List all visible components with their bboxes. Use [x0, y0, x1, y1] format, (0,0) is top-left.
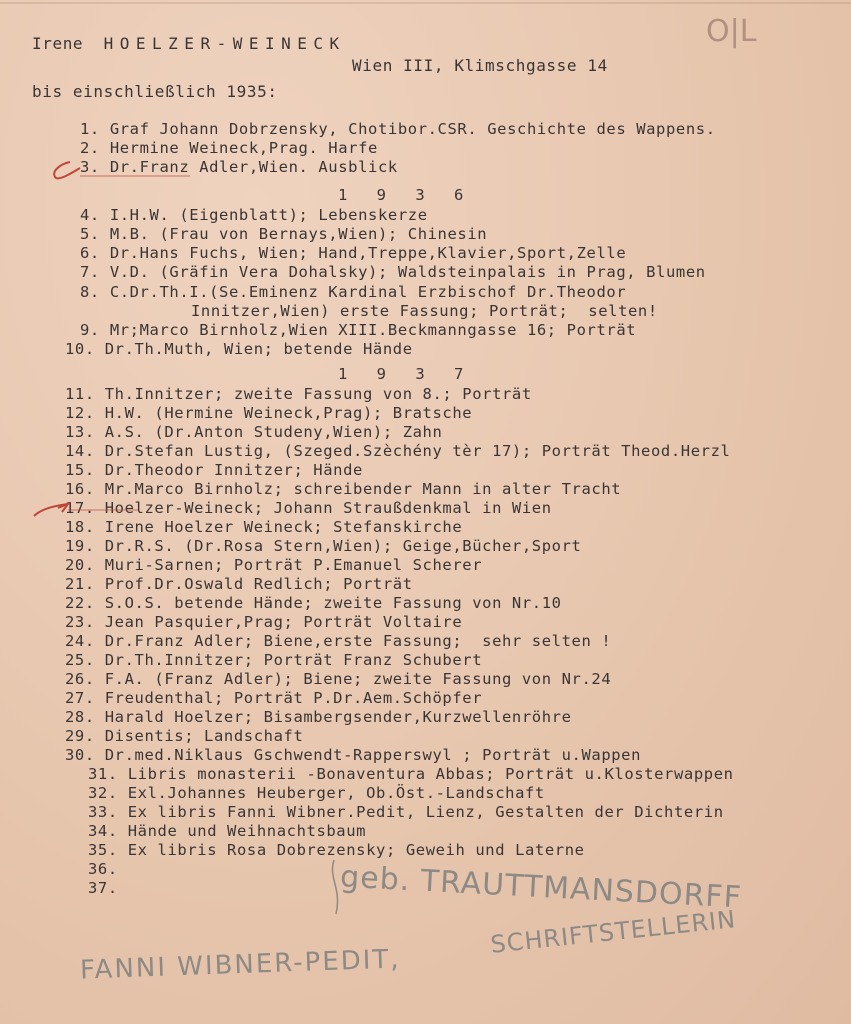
entry-text: Libris monasterii -Bonaventura Abbas; Porträt u.Klosterwappen	[127, 765, 734, 783]
entry-number: 1.	[80, 120, 100, 138]
entry-number: 13.	[65, 423, 95, 441]
entry-number: 34.	[88, 822, 118, 840]
entry-text: Dr.Stefan Lustig, (Szeged.Szèchény tèr 17); Porträt Theod.Herzl	[104, 442, 731, 460]
list-item	[65, 480, 621, 498]
list-item	[65, 613, 462, 631]
entry-number: 5.	[80, 225, 100, 243]
entry-number: 16.	[65, 480, 95, 498]
entry-text: S.O.S. betende Hände; zweite Fassung von Nr.10	[104, 594, 562, 612]
entry-number: 25.	[65, 651, 95, 669]
entry-text: Dr.Hans Fuchs, Wien; Hand,Treppe,Klavier,Sport,Zelle	[109, 244, 627, 262]
entry-number: 37.	[88, 879, 118, 897]
list-item	[80, 120, 716, 138]
entry-text: C.Dr.Th.I.(Se.Eminenz Kardinal Erzbischof Dr.Theodor	[109, 283, 627, 301]
entry-text: Prof.Dr.Oswald Redlich; Porträt	[104, 575, 413, 593]
entry-text: Jean Pasquier,Prag; Porträt Voltaire	[104, 613, 463, 631]
list-item	[65, 404, 472, 422]
entry-number: 31.	[88, 765, 118, 783]
entry-number: 30.	[65, 746, 95, 764]
entry-text: A.S. (Dr.Anton Studeny,Wien); Zahn	[104, 423, 443, 441]
list-item	[88, 879, 128, 897]
list-item	[65, 746, 641, 764]
entry-number: 32.	[88, 784, 118, 802]
entry-text: Exl.Johannes Heuberger, Ob.Öst.-Landschaft	[127, 784, 545, 802]
entry-text: Dr.Franz Adler,Wien. Ausblick	[109, 158, 398, 176]
pencil-note-trauttmansdorff: geb. TRAUTTMANSDORFF	[339, 859, 743, 916]
entry-number: 9.	[80, 321, 100, 339]
entry-text: Harald Hoelzer; Bisambergsender,Kurzwellenröhre	[104, 708, 572, 726]
list-item	[65, 556, 482, 574]
entry-number: 17.	[65, 499, 95, 517]
paper-edge	[0, 2, 851, 4]
author-name: HOELZER-WEINECK	[103, 34, 346, 53]
entry-number: 19.	[65, 537, 95, 555]
entry-text: H.W. (Hermine Weineck,Prag); Bratsche	[104, 404, 473, 422]
list-item	[191, 302, 658, 320]
entry-text: Dr.Th.Muth, Wien; betende Hände	[104, 340, 413, 358]
entry-number: 35.	[88, 841, 118, 859]
list-item	[65, 461, 363, 479]
entry-text: M.B. (Frau von Bernays,Wien); Chinesin	[109, 225, 488, 243]
entry-text: F.A. (Franz Adler); Biene; zweite Fassung von Nr.24	[104, 670, 612, 688]
entry-text: Dr.med.Niklaus Gschwendt-Rapperswyl ; Porträt u.Wappen	[104, 746, 642, 764]
entry-text: Dr.Theodor Innitzer; Hände	[104, 461, 363, 479]
list-item	[80, 321, 636, 339]
entry-text: Hoelzer-Weineck; Johann Straußdenkmal in Wien	[104, 499, 552, 517]
list-item	[80, 225, 487, 243]
entry-number: 14.	[65, 442, 95, 460]
list-item	[65, 423, 442, 441]
entry-text: Dr.Th.Innitzer; Porträt Franz Schubert	[104, 651, 483, 669]
entry-number: 4.	[80, 206, 100, 224]
entry-number: 26.	[65, 670, 95, 688]
entry-text: Hermine Weineck,Prag. Harfe	[109, 139, 378, 157]
corner-note: O|L	[706, 14, 757, 49]
list-item	[80, 263, 706, 281]
entry-text: Graf Johann Dobrzensky, Chotibor.CSR. Geschichte des Wappens.	[109, 120, 716, 138]
entry-number: 24.	[65, 632, 95, 650]
entry-number: 15.	[65, 461, 95, 479]
list-item	[65, 651, 482, 669]
entry-number: 29.	[65, 727, 95, 745]
pencil-note-fanni: FANNI WIBNER-PEDIT,	[79, 944, 402, 986]
list-item	[88, 803, 724, 821]
list-item	[88, 784, 545, 802]
list-item	[65, 594, 562, 612]
name-prefix: Irene	[32, 34, 84, 53]
entry-number: 33.	[88, 803, 118, 821]
entry-number: 36.	[88, 860, 118, 878]
entry-text: Freudenthal; Porträt P.Dr.Aem.Schöpfer	[104, 689, 483, 707]
year-heading-1936: 1 9 3 6	[338, 186, 474, 204]
entry-number: 22.	[65, 594, 95, 612]
entry-number: 12.	[65, 404, 95, 422]
list-item	[65, 632, 611, 650]
entry-text: I.H.W. (Eigenblatt); Lebenskerze	[109, 206, 428, 224]
list-item	[80, 244, 626, 262]
list-item	[88, 822, 366, 840]
entry-text: Irene Hoelzer Weineck; Stefanskirche	[104, 518, 463, 536]
list-item	[65, 575, 413, 593]
list-item	[65, 689, 482, 707]
pencil-note-schriftstellerin: SCHRIFTSTELLERIN	[489, 905, 738, 959]
entry-number: 7.	[80, 263, 100, 281]
entry-text: Dr.Franz Adler; Biene,erste Fassung; sehr selten !	[104, 632, 612, 650]
list-item	[88, 765, 734, 783]
list-item	[65, 442, 730, 460]
entry-text: V.D. (Gräfin Vera Dohalsky); Waldsteinpalais in Prag, Blumen	[109, 263, 706, 281]
entry-text: Mr;Marco Birnholz,Wien XIII.Beckmanngasse 16; Porträt	[109, 321, 637, 339]
entry-number: 2.	[80, 139, 100, 157]
entry-number: 8.	[80, 283, 100, 301]
list-item	[65, 340, 413, 358]
intro-line: bis einschließlich 1935:	[32, 82, 278, 101]
entry-number: 28.	[65, 708, 95, 726]
list-item	[65, 385, 532, 403]
entry-number: 6.	[80, 244, 100, 262]
entry-number: 18.	[65, 518, 95, 536]
entry-number: 20.	[65, 556, 95, 574]
red-check-mark-17	[28, 496, 148, 526]
entry-number: 10.	[65, 340, 95, 358]
entry-text: Mr.Marco Birnholz; schreibender Mann in alter Tracht	[104, 480, 622, 498]
entry-text: Innitzer,Wien) erste Fassung; Porträt; selten!	[191, 302, 658, 320]
address: Wien III, Klimschgasse 14	[352, 56, 608, 75]
list-item	[65, 727, 303, 745]
entry-number: 11.	[65, 385, 95, 403]
entry-number: 27.	[65, 689, 95, 707]
entry-number: 21.	[65, 575, 95, 593]
list-item	[65, 537, 581, 555]
entry-text: Th.Innitzer; zweite Fassung von 8.; Porträt	[104, 385, 532, 403]
entry-text: Ex libris Fanni Wibner.Pedit, Lienz, Gestalten der Dichterin	[127, 803, 724, 821]
list-item	[65, 708, 572, 726]
year-heading-1937: 1 9 3 7	[338, 365, 474, 383]
list-item	[88, 860, 128, 878]
entry-text: Ex libris Rosa Dobrezensky; Geweih und Laterne	[127, 841, 585, 859]
red-check-mark-3	[40, 150, 200, 190]
entry-text: Muri-Sarnen; Porträt P.Emanuel Scherer	[104, 556, 483, 574]
list-item	[80, 206, 428, 224]
entry-text: Dr.R.S. (Dr.Rosa Stern,Wien); Geige,Bücher,Sport	[104, 537, 582, 555]
header-name-line	[32, 34, 346, 53]
list-item	[80, 283, 626, 301]
entry-text: Disentis; Landschaft	[104, 727, 304, 745]
list-item	[88, 841, 585, 859]
entry-number: 23.	[65, 613, 95, 631]
list-item	[65, 670, 611, 688]
entry-text: Hände und Weihnachtsbaum	[127, 822, 367, 840]
entry-number: 3.	[80, 158, 100, 176]
